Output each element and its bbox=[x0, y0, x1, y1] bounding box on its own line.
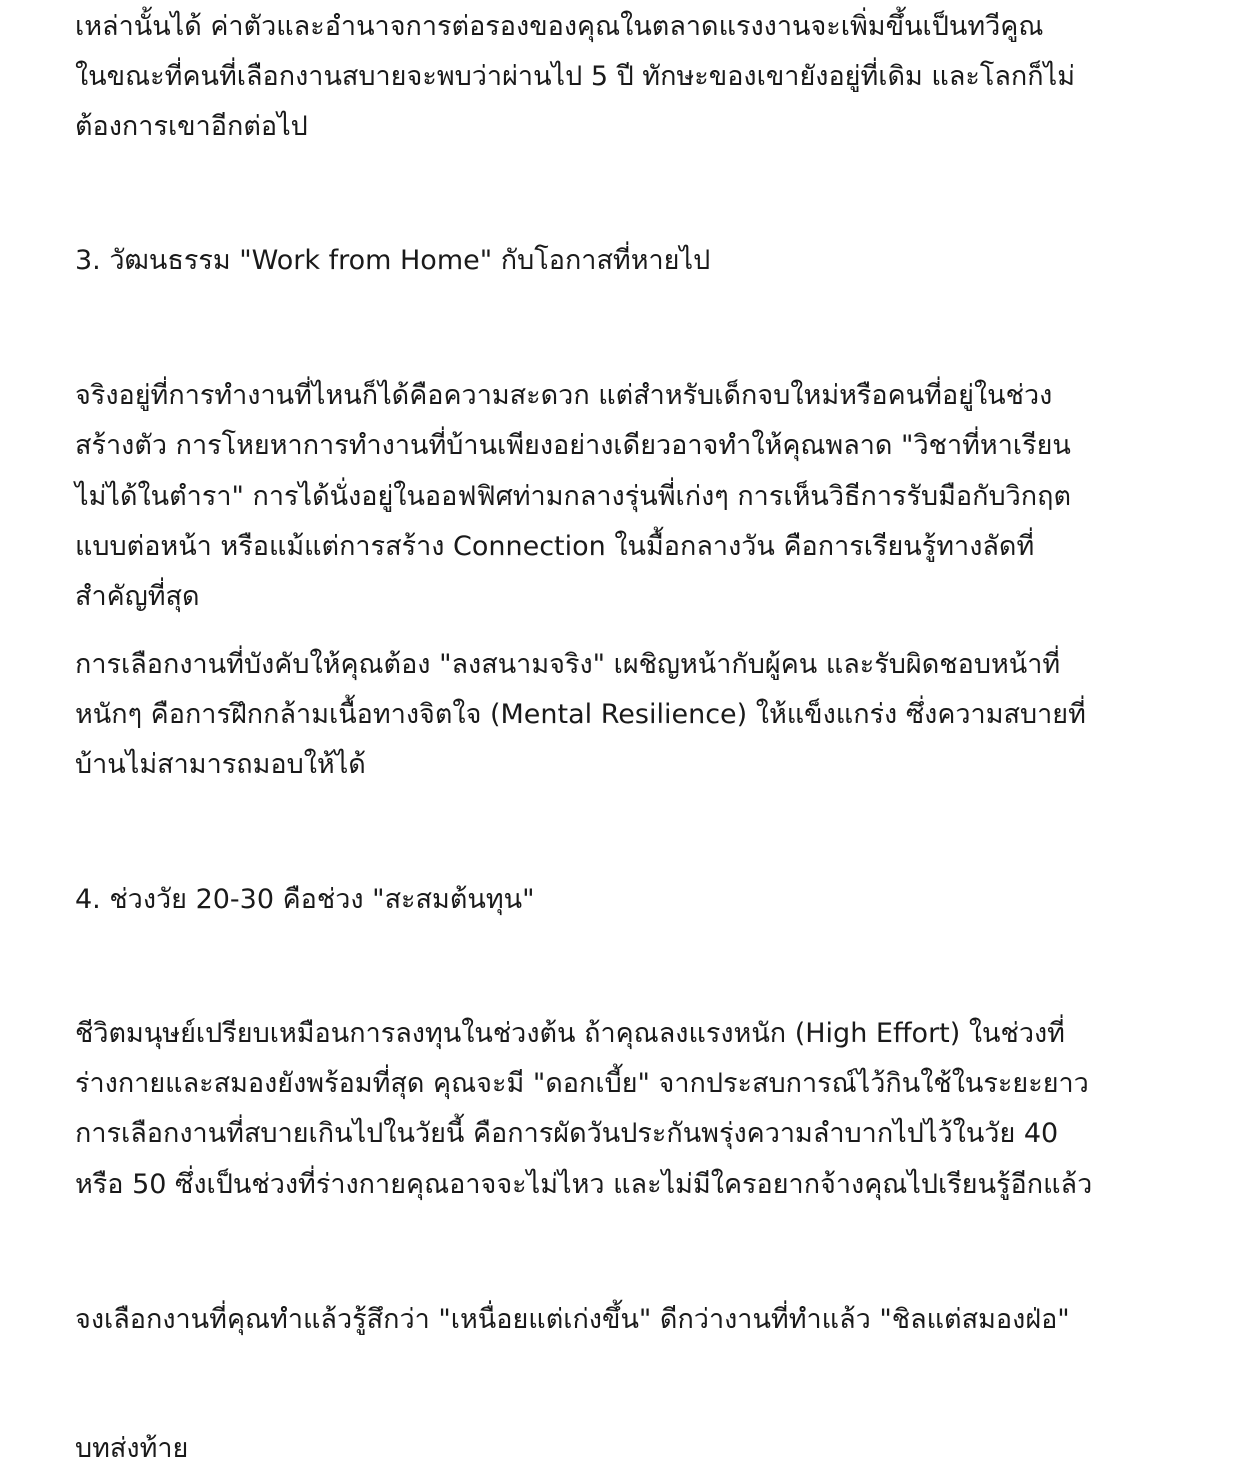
section-3-paragraph-2-line-3: บ้านไม่สามารถมอบให้ได้ bbox=[75, 749, 366, 780]
intro-line-1: เหล่านั้นได้ ค่าตัวและอำนาจการต่อรองของคุณในตลาดแรงงานจะเพิ่มขึ้นเป็นทวีคูณ bbox=[75, 11, 1044, 42]
section-3-paragraph-1-line-3: ไม่ได้ในตำรา" การได้นั่งอยู่ในออฟฟิศท่ามกลางรุ่นพี่เก่งๆ การเห็นวิธีการรับมือกับวิกฤต bbox=[75, 481, 1072, 512]
section-4-paragraph-1-line-1: ชีวิตมนุษย์เปรียบเหมือนการลงทุนในช่วงต้น ถ้าคุณลงแรงหนัก (High Effort) ในช่วงที่ bbox=[75, 1018, 1065, 1049]
section-3-paragraph-1-line-4: แบบต่อหน้า หรือแม้แต่การสร้าง Connection ในมื้อกลางวัน คือการเรียนรู้ทางลัดที่ bbox=[75, 531, 1035, 562]
section-4-paragraph-2: จงเลือกงานที่คุณทำแล้วรู้สึกว่า "เหนื่อยแต่เก่งขึ้น" ดีกว่างานที่ทำแล้ว "ชิลแต่สมองฝ่อ" bbox=[75, 1304, 1070, 1335]
intro-line-3: ต้องการเขาอีกต่อไป bbox=[75, 111, 308, 142]
closing-heading: บทส่งท้าย bbox=[75, 1433, 189, 1464]
intro-line-2: ในขณะที่คนที่เลือกงานสบายจะพบว่าผ่านไป 5 ปี ทักษะของเขายังอยู่ที่เดิม และโลกก็ไม่ bbox=[75, 61, 1076, 92]
section-3-paragraph-1-line-1: จริงอยู่ที่การทำงานที่ไหนก็ได้คือความสะดวก แต่สำหรับเด็กจบใหม่หรือคนที่อยู่ในช่วง bbox=[75, 380, 1053, 411]
section-4-paragraph-1-line-3: การเลือกงานที่สบายเกินไปในวัยนี้ คือการผัดวันประกันพรุ่งความลำบากไปไว้ในวัย 40 bbox=[75, 1118, 1059, 1149]
section-3-paragraph-1-line-5: สำคัญที่สุด bbox=[75, 581, 200, 612]
section-3-paragraph-2-line-1: การเลือกงานที่บังคับให้คุณต้อง "ลงสนามจริง" เผชิญหน้ากับผู้คน และรับผิดชอบหน้าที่ bbox=[75, 649, 1061, 680]
section-3-paragraph-2-line-2: หนักๆ คือการฝึกกล้ามเนื้อทางจิตใจ (Mental Resilience) ให้แข็งแกร่ง ซึ่งความสบายที่ bbox=[75, 699, 1086, 730]
section-4-heading: 4. ช่วงวัย 20-30 คือช่วง "สะสมต้นทุน" bbox=[75, 884, 535, 915]
section-3-heading: 3. วัฒนธรรม "Work from Home" กับโอกาสที่หายไป bbox=[75, 245, 711, 276]
section-4-paragraph-1-line-2: ร่างกายและสมองยังพร้อมที่สุด คุณจะมี "ดอกเบี้ย" จากประสบการณ์ไว้กินใช้ในระยะยาว bbox=[75, 1068, 1089, 1099]
section-3-paragraph-1-line-2: สร้างตัว การโหยหาการทำงานที่บ้านเพียงอย่างเดียวอาจทำให้คุณพลาด "วิชาที่หาเรียน bbox=[75, 430, 1071, 461]
section-4-paragraph-1-line-4: หรือ 50 ซึ่งเป็นช่วงที่ร่างกายคุณอาจจะไม่ไหว และไม่มีใครอยากจ้างคุณไปเรียนรู้อีกแล้ว bbox=[75, 1169, 1093, 1200]
